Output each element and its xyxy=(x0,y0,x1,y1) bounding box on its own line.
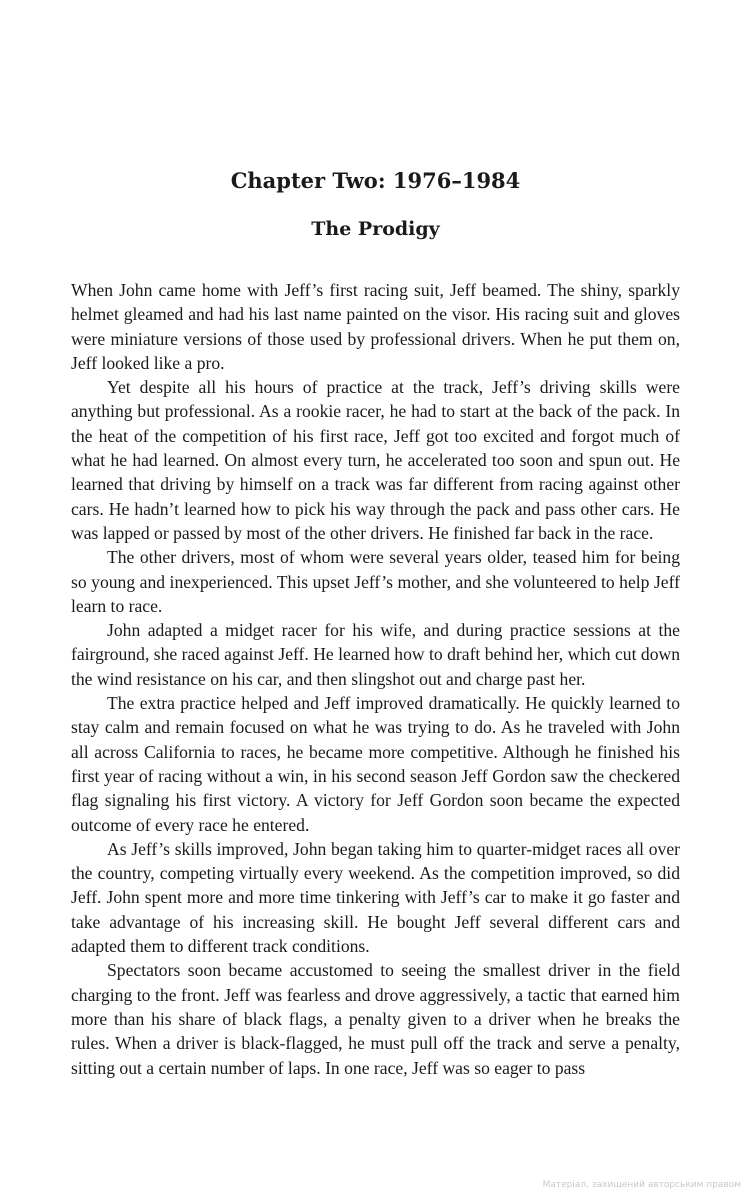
chapter-subtitle: The Prodigy xyxy=(311,218,440,240)
paragraph-6: As Jeff’s skills improved, John began taking him to quarter-midget races all over the country, competing virtually every weekend. As the competition improved, so did Jeff. John spent more and more time tinkering with Jeff’s car to make it go faster and take advantage of his increasing skill. He bought Jeff several different cars and adapted them to different track conditions. xyxy=(71,838,680,957)
paragraph-3: The other drivers, most of whom were several years older, teased him for being so young and inexperienced. This upset Jeff’s mother, and she volunteered to help Jeff learn to race. xyxy=(71,547,680,616)
paragraph-5: The extra practice helped and Jeff improved dramatically. He quickly learned to stay calm and remain focused on what he was trying to do. As he traveled with John all across California to races, he became more competitive. Although he finished his first year of racing without a win, in his second season Jeff Gordon saw the checkered flag signaling his first victory. A victory for Jeff Gordon soon became the expected outcome of every race he entered. xyxy=(71,693,680,835)
chapter-body xyxy=(71,278,680,1080)
paragraph-4: John adapted a midget racer for his wife, and during practice sessions at the fairground, she raced against Jeff. He learned how to draft behind her, which cut down the wind resistance on his car, and then slingshot out and charge past her. xyxy=(71,620,680,689)
copyright-watermark: Матеріал, захищений авторським правом xyxy=(542,1180,741,1190)
paragraph-1: When John came home with Jeff’s first racing suit, Jeff beamed. The shiny, sparkly helmet gleamed and had his last name painted on the visor. His racing suit and gloves were miniature versions of those used by professional drivers. When he put them on, Jeff looked like a pro. xyxy=(71,280,680,373)
paragraph-7: Spectators soon became accustomed to seeing the smallest driver in the field charging to the front. Jeff was fearless and drove aggressively, a tactic that earned him more than his share of black flags, a penalty given to a driver when he breaks the rules. When a driver is black-flagged, he must pull off the track and serve a penalty, sitting out a certain number of laps. In one race, Jeff was so eager to pass xyxy=(71,960,680,1078)
paragraph-2: Yet despite all his hours of practice at the track, Jeff’s driving skills were anything but professional. As a rookie racer, he had to start at the back of the pack. In the heat of the competition of his first race, Jeff got too excited and forgot much of what he had learned. On almost every turn, he accelerated too soon and spun out. He learned that driving by himself on a track was far different from racing against other cars. He hadn’t learned how to pick his way through the pack and pass other cars. He was lapped or passed by most of the other drivers. He finished far back in the race. xyxy=(71,377,680,543)
chapter-title: Chapter Two: 1976–1984 xyxy=(230,168,521,193)
